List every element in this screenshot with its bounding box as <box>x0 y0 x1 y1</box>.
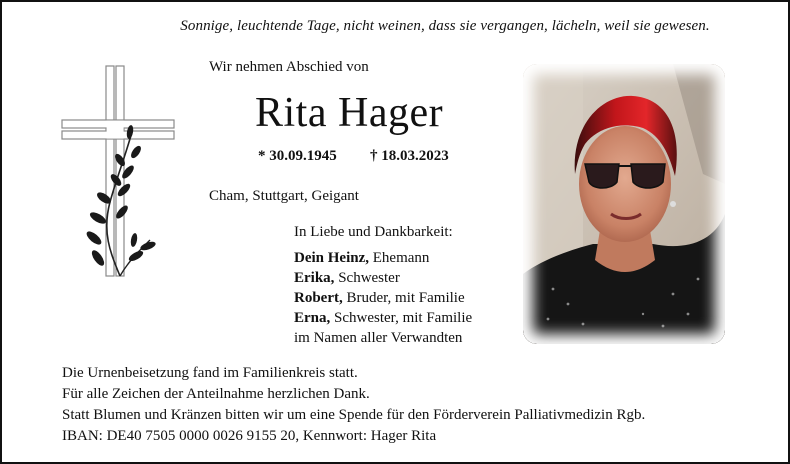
mourner-relation: Schwester, mit Familie <box>330 310 473 326</box>
mourner-name: Erna, <box>294 310 331 326</box>
motto-quote: Sonnige, leuchtende Tage, nicht weinen, dass sie vergangen, lächeln, weil sie gewesen. <box>180 18 710 34</box>
places: Cham, Stuttgart, Geigant <box>209 188 359 204</box>
mourner-relation: Ehemann <box>369 250 430 266</box>
cross-with-olive-branch-icon <box>58 62 178 284</box>
mourner-name: Robert, <box>294 290 343 306</box>
thanks-heading: In Liebe und Dankbarkeit: <box>294 224 453 240</box>
portrait-photo <box>523 64 725 344</box>
mourner-row <box>294 248 472 268</box>
mourner-relation: Schwester <box>334 270 400 286</box>
intro-text: Wir nehmen Abschied von <box>209 59 369 75</box>
mourner-name: Dein Heinz, <box>294 250 369 266</box>
birth-date: * 30.09.1945 <box>258 148 337 164</box>
footer-line: Für alle Zeichen der Anteilnahme herzlichen Dank. <box>62 386 370 402</box>
mourner-name: Erika, <box>294 270 335 286</box>
photo-vignette <box>523 64 725 344</box>
footer-line: IBAN: DE40 7505 0000 0026 9155 20, Kennwort: Hager Rita <box>62 428 437 444</box>
mourners-closing: im Namen aller Verwandten <box>294 330 463 346</box>
deceased-name: Rita Hager <box>255 90 444 136</box>
mourner-row <box>294 268 472 288</box>
mourner-row <box>294 288 472 308</box>
footer-notes <box>62 363 645 447</box>
mourner-relation: Bruder, mit Familie <box>342 290 465 306</box>
footer-line: Statt Blumen und Kränzen bitten wir um eine Spende für den Förderverein Palliativmedizin Rgb. <box>62 407 646 423</box>
death-date: † 18.03.2023 <box>370 148 449 164</box>
footer-line: Die Urnenbeisetzung fand im Familienkreis statt. <box>62 365 358 381</box>
mourner-row <box>294 308 472 328</box>
mourners-list <box>294 248 472 348</box>
